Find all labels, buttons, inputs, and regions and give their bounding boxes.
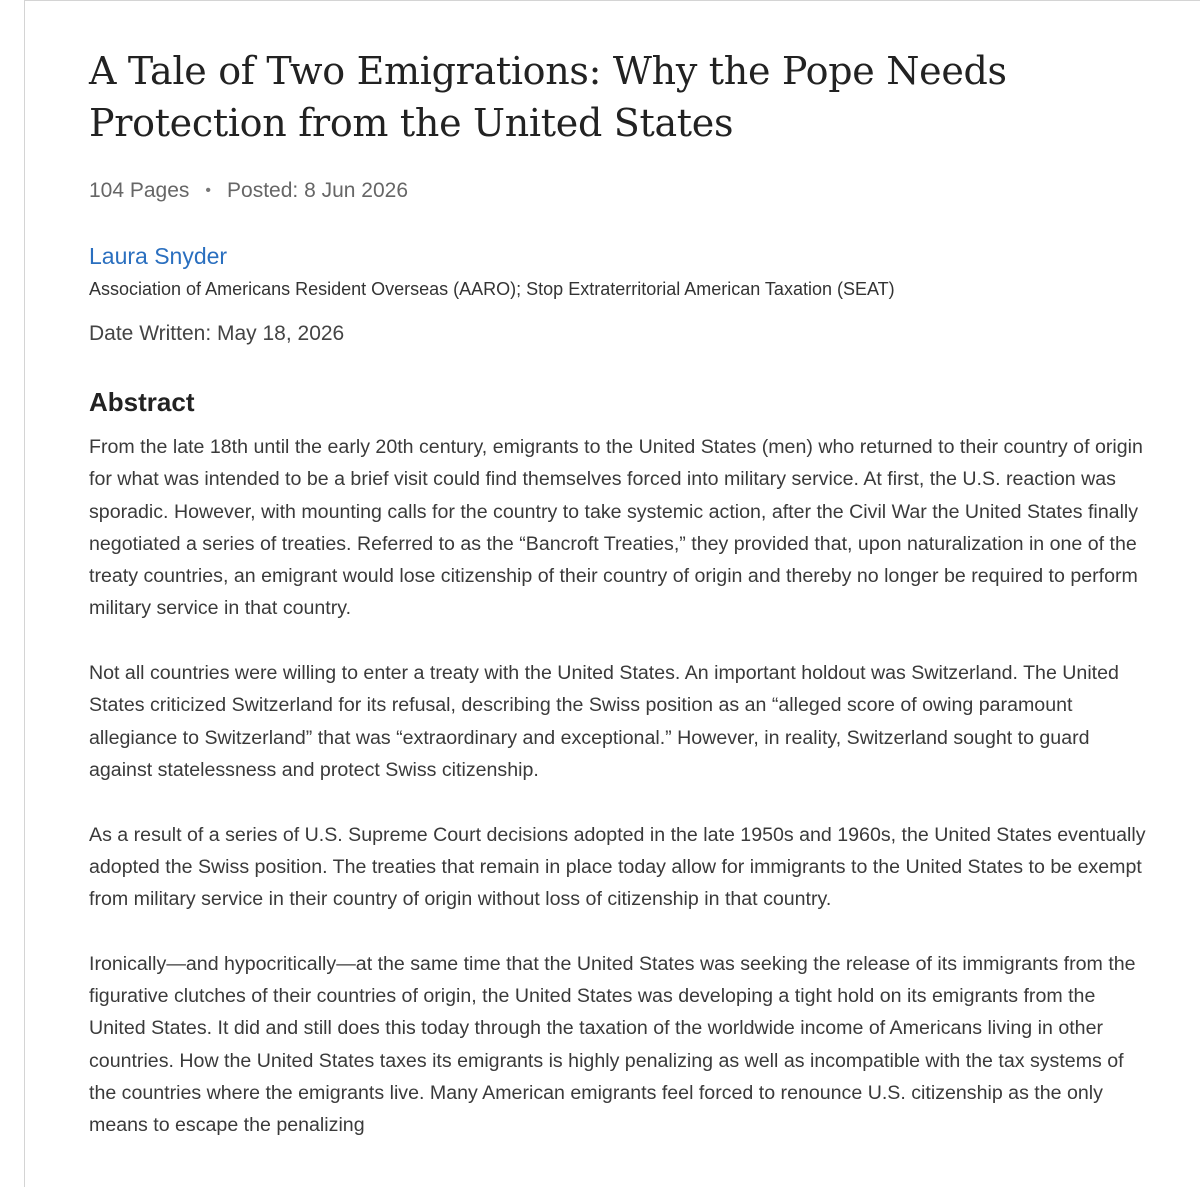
author-affiliation: Association of Americans Resident Overseas (AARO); Stop Extraterritorial American Taxation (SEAT) xyxy=(89,279,895,299)
abstract-paragraph: Not all countries were willing to enter a treaty with the United States. An important holdout was Switzerland. The United States criticized Switzerland for its refusal, describing the Swiss position as an “alleged score of owing paramount allegiance to Switzerland” that was “extraordinary and exceptional.” However, in reality, Switzerland sought to guard against statelessness and protect Swiss citizenship. xyxy=(89,662,1119,781)
date-written: Date Written: May 18, 2026 xyxy=(89,322,345,345)
abstract-heading: Abstract xyxy=(89,387,195,417)
paper-page xyxy=(24,0,1200,1187)
paper-title: A Tale of Two Emigrations: Why the Pope Needs Protection from the United States xyxy=(89,49,1007,145)
abstract-body xyxy=(89,431,1149,1174)
meta-separator: • xyxy=(205,182,212,199)
author-link[interactable]: Laura Snyder xyxy=(89,243,228,269)
abstract-paragraph: From the late 18th until the early 20th century, emigrants to the United States (men) who returned to their country of origin for what was intended to be a brief visit could find themselves forced into military service. At first, the U.S. reaction was sporadic. However, with mounting calls for the country to take systemic action, after the Civil War the United States finally negotiated a series of treaties. Referred to as the “Bancroft Treaties,” they provided that, upon naturalization in one of the treaty countries, an emigrant would lose citizenship of their country of origin and thereby no longer be required to perform military service in that country. xyxy=(89,436,1143,620)
paper-meta xyxy=(89,176,408,206)
abstract-paragraph: Ironically—and hypocritically—at the same time that the United States was seeking the release of its immigrants from the figurative clutches of their countries of origin, the United States was developing a tight hold on its emigrants from the United States. It did and still does this today through the taxation of the worldwide income of Americans living in other countries. How the United States taxes its emigrants is highly penalizing as well as incompatible with the tax systems of the countries where the emigrants live. Many American emigrants feel forced to renounce U.S. citizenship as the only means to escape the penalizing xyxy=(89,952,1136,1137)
posted-date: Posted: 8 Jun 2026 xyxy=(227,179,409,202)
page-count: 104 Pages xyxy=(89,179,190,202)
abstract-paragraph: As a result of a series of U.S. Supreme Court decisions adopted in the late 1950s and 1960s, the United States eventually adopted the Swiss position. The treaties that remain in place today allow for immigrants to the United States to be exempt from military service in their country of origin without loss of citizenship in that country. xyxy=(89,823,1146,911)
